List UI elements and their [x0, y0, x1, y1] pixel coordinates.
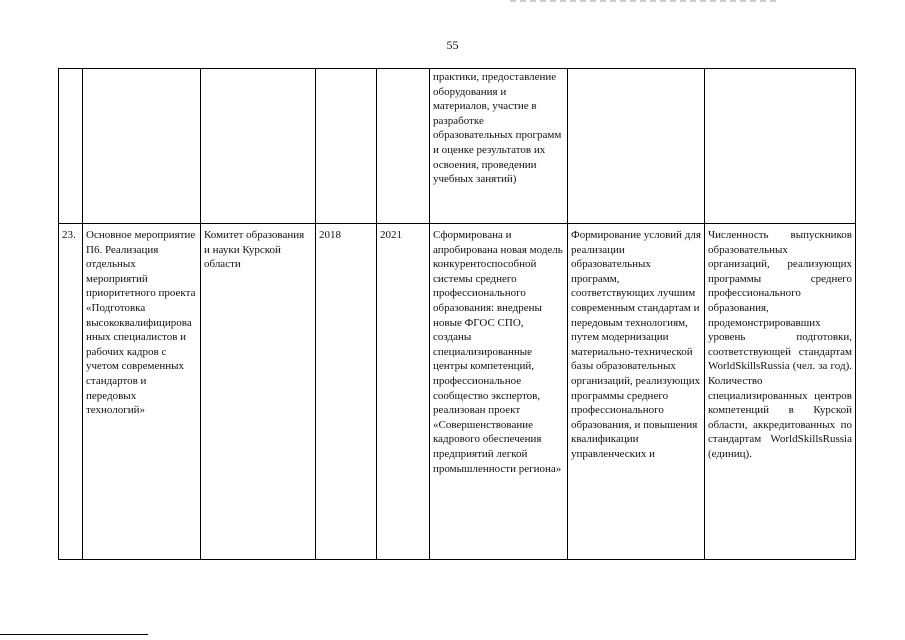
cell-indicator	[705, 69, 856, 224]
cell-start-year: 2018	[316, 224, 377, 560]
table-row-23	[59, 224, 856, 560]
footnote-separator	[0, 634, 148, 635]
measures-table	[58, 68, 856, 560]
cell-name	[83, 69, 201, 224]
cell-end-year	[377, 69, 430, 224]
cell-executor	[201, 69, 316, 224]
cell-indicator: Численность выпускников образовательных организаций, реализующих программы среднего профессионального образования, продемонстрировавших уровень подготовки, соответствующей стандартам WorldSkillsRussia (чел. за год). Количество специализированных центров компетенций в Курской области, аккредитованных по стандартам WorldSkillsRussia (единиц).	[705, 224, 856, 560]
cell-executor: Комитет образования и науки Курской области	[201, 224, 316, 560]
cell-result: Сформирована и апробирована новая модель конкурентоспособной системы среднего профессионального образования: внедрены новые ФГОС СПО, созданы специализированные центры компетенций, профессиональное сообщество экспертов, реализован проект «Совершенствование кадрового обеспечения предприятий легкой промышленности региона»	[430, 224, 568, 560]
scan-artifact-line	[510, 0, 780, 2]
table-row-continuation	[59, 69, 856, 224]
cell-num	[59, 69, 83, 224]
cell-start-year	[316, 69, 377, 224]
cell-name: Основное мероприятие П6. Реализация отдельных мероприятий приоритетного проекта «Подготовка высококвалифицированных специалистов и рабочих кадров с учетом современных стандартов и передовых технологий»	[83, 224, 201, 560]
page-number: 55	[446, 38, 459, 52]
cell-consequences: Формирование условий для реализации образовательных программ, соответствующих лучшим современным стандартам и передовым технологиям, путем модернизации материально-технической базы образовательных организаций, реализующих программы среднего профессионального образования, и повышения квалификации управленческих и	[568, 224, 705, 560]
cell-consequences	[568, 69, 705, 224]
cell-end-year: 2021	[377, 224, 430, 560]
cell-result: практики, предоставление оборудования и материалов, участие в разработке образовательных программ и оценке результатов их освоения, проведении учебных занятий)	[430, 69, 568, 224]
cell-num: 23.	[59, 224, 83, 560]
